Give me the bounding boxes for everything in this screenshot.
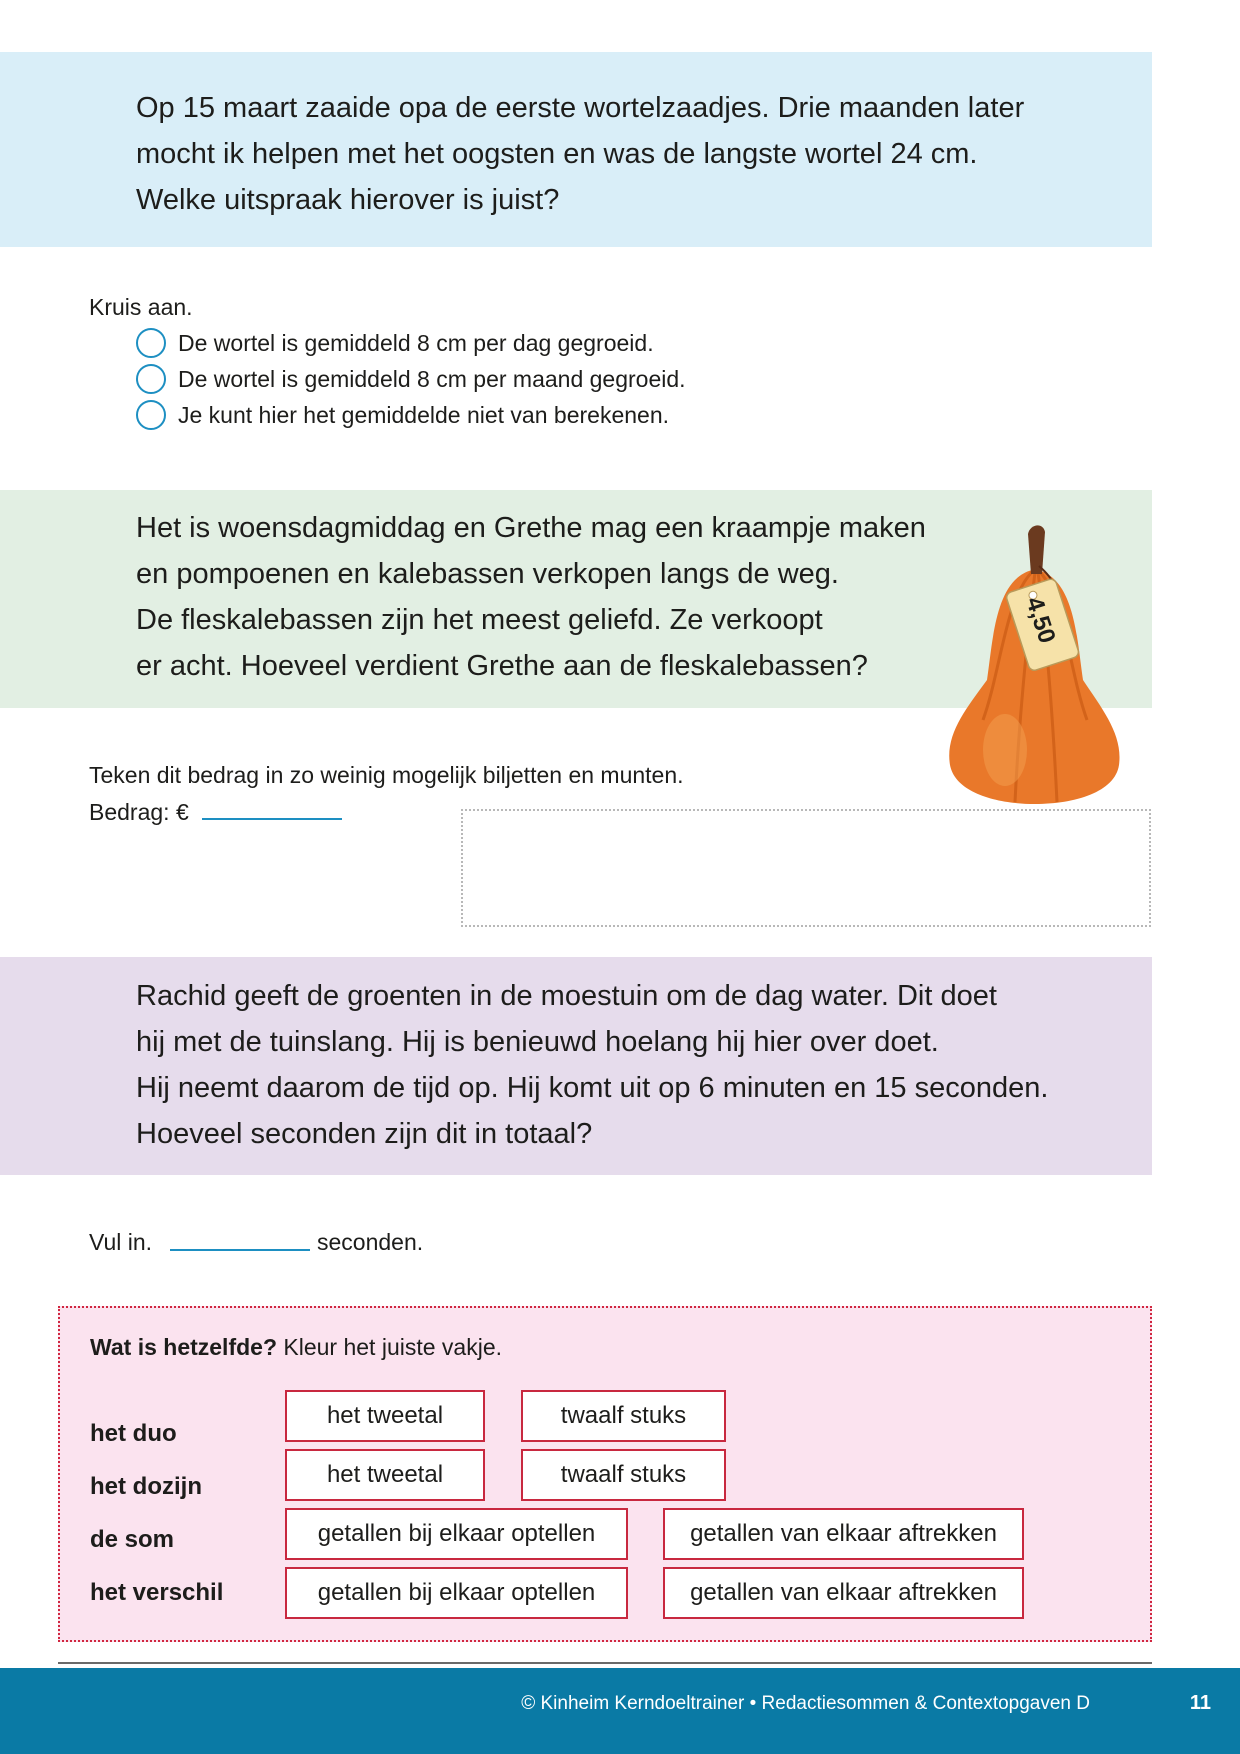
story-line: Op 15 maart zaaide opa de eerste wortelzaadjes. Drie maanden later: [136, 92, 1025, 124]
footer-divider: [58, 1662, 1152, 1664]
choice-box[interactable]: getallen van elkaar aftrekken: [663, 1508, 1024, 1560]
story-line: Rachid geeft de groenten in de moestuin om de dag water. Dit doet: [136, 980, 997, 1012]
option-label: Je kunt hier het gemiddelde niet van berekenen.: [178, 401, 669, 428]
story-line: en pompoenen en kalebassen verkopen langs de weg.: [136, 558, 839, 590]
choice-box[interactable]: twaalf stuks: [521, 1390, 726, 1442]
instruction-tick: Kruis aan.: [89, 294, 193, 320]
amount-label: Bedrag: €: [89, 799, 189, 825]
vocabulary-title-rest: Kleur het juiste vakje.: [277, 1334, 503, 1360]
story-line: Hij neemt daarom de tijd op. Hij komt uit op 6 minuten en 15 seconden.: [136, 1072, 1049, 1104]
answer-option-2[interactable]: [136, 363, 686, 395]
story-text-gourds: [136, 505, 926, 689]
vocabulary-box: [58, 1306, 1152, 1642]
story-line: er acht. Hoeveel verdient Grethe aan de fleskalebassen?: [136, 650, 868, 682]
price-tag-label: 4,50: [1020, 593, 1061, 647]
answer-option-3[interactable]: [136, 399, 669, 431]
choice-box[interactable]: het tweetal: [285, 1390, 485, 1442]
story-line: Hoeveel seconden zijn dit in totaal?: [136, 1118, 593, 1150]
term-label: het dozijn: [90, 1473, 202, 1500]
term-label: de som: [90, 1526, 175, 1553]
amount-input-line[interactable]: [202, 818, 342, 820]
fill-in-suffix: seconden.: [317, 1229, 424, 1255]
choice-box[interactable]: het tweetal: [285, 1449, 485, 1501]
radio-circle[interactable]: [136, 364, 166, 394]
vocabulary-title-bold: Wat is hetzelfde?: [90, 1334, 277, 1360]
answer-option-1[interactable]: [136, 327, 654, 359]
story-line: hij met de tuinslang. Hij is benieuwd hoelang hij hier over doet.: [136, 1026, 939, 1058]
choice-box[interactable]: twaalf stuks: [521, 1449, 726, 1501]
vocabulary-title: [90, 1334, 502, 1361]
story-text-hose: [136, 973, 1048, 1157]
seconds-input-line[interactable]: [170, 1249, 310, 1251]
fill-in-prefix: Vul in.: [89, 1229, 153, 1255]
instruction-draw: Teken dit bedrag in zo weinig mogelijk biljetten en munten.: [89, 762, 684, 788]
option-label: De wortel is gemiddeld 8 cm per dag gegroeid.: [178, 329, 654, 356]
option-label: De wortel is gemiddeld 8 cm per maand gegroeid.: [178, 365, 686, 392]
page-number: 11: [1189, 1692, 1211, 1714]
choice-box[interactable]: getallen bij elkaar optellen: [285, 1567, 628, 1619]
choice-box[interactable]: getallen van elkaar aftrekken: [663, 1567, 1024, 1619]
term-label: het verschil: [90, 1579, 224, 1606]
footer-credit: © Kinheim Kerndoeltrainer • Redactiesommen & Contextopgaven D: [521, 1693, 1090, 1714]
story-line: mocht ik helpen met het oogsten en was de langste wortel 24 cm.: [136, 138, 978, 170]
drawing-area[interactable]: [461, 809, 1151, 927]
gourd-illustration: [935, 520, 1135, 805]
choice-box[interactable]: getallen bij elkaar optellen: [285, 1508, 628, 1560]
story-line: De fleskalebassen zijn het meest geliefd. Ze verkoopt: [136, 604, 823, 636]
term-label: het duo: [90, 1420, 177, 1447]
story-line: Het is woensdagmiddag en Grethe mag een kraampje maken: [136, 512, 926, 544]
story-text-carrots: [136, 85, 1024, 223]
story-line: Welke uitspraak hierover is juist?: [136, 184, 560, 216]
radio-circle[interactable]: [136, 400, 166, 430]
radio-circle[interactable]: [136, 328, 166, 358]
